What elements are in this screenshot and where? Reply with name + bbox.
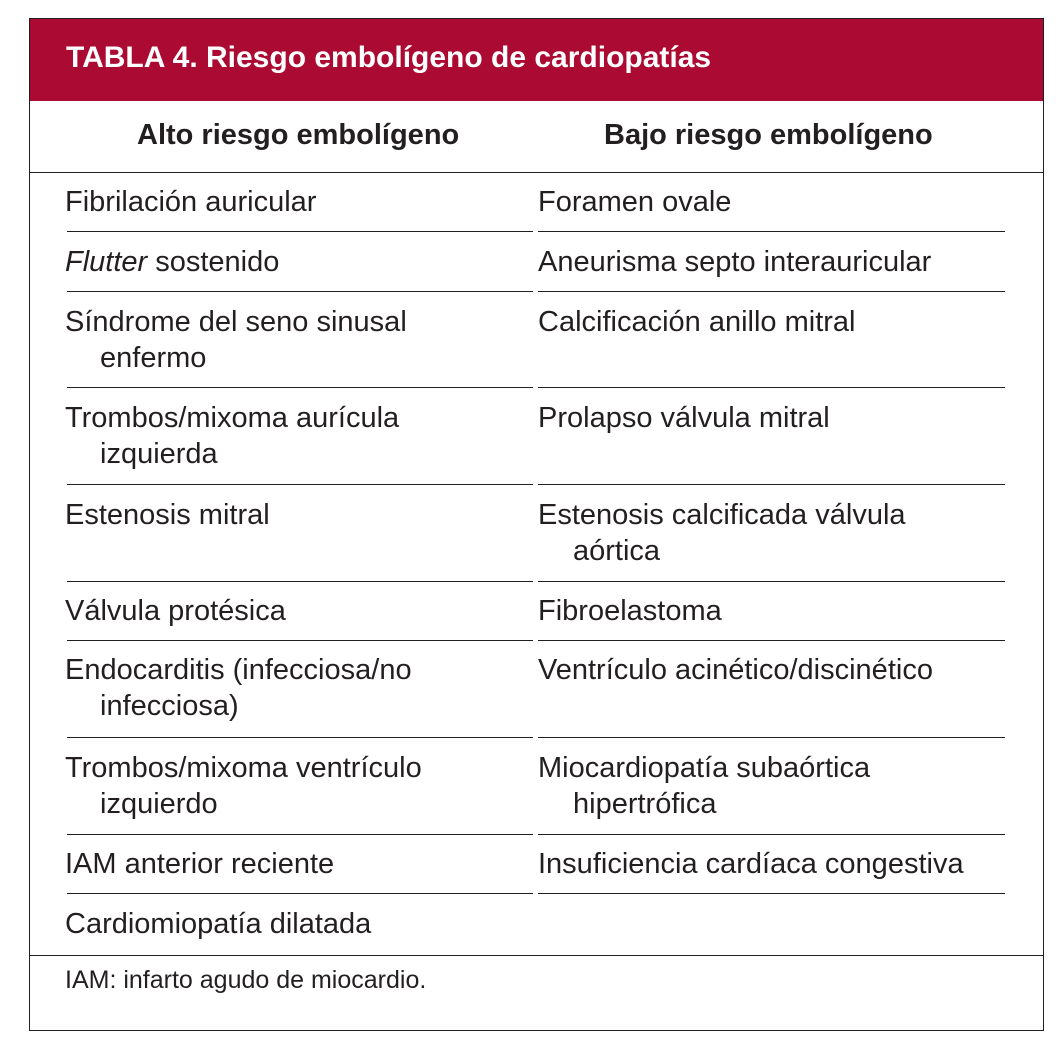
row-divider-left xyxy=(67,231,533,232)
table-title: TABLA 4. Riesgo embolígeno de cardiopatías xyxy=(66,41,712,74)
row-divider-right xyxy=(538,834,1005,835)
cell-text: Válvula protésica xyxy=(65,595,286,627)
low-risk-cell xyxy=(538,400,830,436)
cell-line xyxy=(65,593,286,629)
cell-continuation: infecciosa) xyxy=(100,690,239,722)
row-divider-left xyxy=(67,387,533,388)
table-frame xyxy=(29,18,1044,1031)
row-divider-right xyxy=(538,737,1005,738)
cell-text: Fibrilación auricular xyxy=(65,186,317,218)
low-risk-cell xyxy=(538,184,731,220)
high-risk-cell xyxy=(65,497,270,533)
high-risk-cell xyxy=(65,304,407,376)
low-risk-cell xyxy=(538,593,722,629)
row-divider-right xyxy=(538,231,1005,232)
footnote-divider xyxy=(30,955,1043,956)
cell-text: Miocardiopatía subaórtica xyxy=(538,752,871,784)
row-divider-right xyxy=(538,893,1005,894)
low-risk-cell xyxy=(538,304,856,340)
cell-line xyxy=(65,846,334,882)
cell-continuation: izquierdo xyxy=(100,788,218,820)
cell-text: Cardiomiopatía dilatada xyxy=(65,908,372,940)
row-divider-right xyxy=(538,581,1005,582)
table-title-bar xyxy=(30,19,1043,101)
row-divider-right xyxy=(538,484,1005,485)
cell-text: Ventrículo acinético/discinético xyxy=(538,654,933,686)
high-risk-cell xyxy=(65,244,279,280)
high-risk-cell xyxy=(65,652,412,724)
cell-line xyxy=(65,906,371,942)
cell-text: IAM anterior reciente xyxy=(65,848,335,880)
cell-text: Insuficiencia cardíaca congestiva xyxy=(538,848,964,880)
cell-text: Foramen ovale xyxy=(538,186,732,218)
row-divider-right xyxy=(538,640,1005,641)
high-risk-cell xyxy=(65,750,422,822)
cell-text: Estenosis mitral xyxy=(65,499,270,531)
table-header-row xyxy=(30,101,1043,173)
row-divider-left xyxy=(67,291,533,292)
cell-line xyxy=(65,750,422,786)
cell-continuation: izquierda xyxy=(100,438,218,470)
high-risk-cell xyxy=(65,593,286,629)
column-header-high-risk: Alto riesgo embolígeno xyxy=(137,119,460,151)
cell-text: Estenosis calcificada válvula xyxy=(538,499,906,531)
cell-text: Endocarditis (infecciosa/no xyxy=(65,654,412,686)
cell-text: Trombos/mixoma ventrículo xyxy=(65,752,422,784)
low-risk-cell xyxy=(538,846,964,882)
low-risk-cell xyxy=(538,244,931,280)
high-risk-cell xyxy=(65,906,371,942)
row-divider-left xyxy=(67,581,533,582)
table-footnote: IAM: infarto agudo de miocardio. xyxy=(65,966,427,994)
row-divider-left xyxy=(67,834,533,835)
row-divider-right xyxy=(538,387,1005,388)
cell-line xyxy=(65,184,316,220)
high-risk-cell xyxy=(65,846,334,882)
low-risk-cell xyxy=(538,750,870,822)
cell-continuation: hipertrófica xyxy=(573,788,717,820)
row-divider-left xyxy=(67,737,533,738)
high-risk-cell xyxy=(65,184,316,220)
cell-text: Fibroelastoma xyxy=(538,595,722,627)
cell-text: sostenido xyxy=(147,246,280,278)
row-divider-right xyxy=(538,291,1005,292)
low-risk-cell xyxy=(538,652,933,688)
cell-continuation: enfermo xyxy=(100,342,207,374)
cell-line xyxy=(65,497,270,533)
cell-text: Síndrome del seno sinusal xyxy=(65,306,407,338)
cell-line xyxy=(65,304,407,340)
cell-text: Calcificación anillo mitral xyxy=(538,306,856,338)
high-risk-cell xyxy=(65,400,399,472)
cell-line xyxy=(65,400,399,436)
cell-text: Prolapso válvula mitral xyxy=(538,402,830,434)
cell-text: Trombos/mixoma aurícula xyxy=(65,402,400,434)
italic-term: Flutter xyxy=(65,246,148,278)
cell-text: Aneurisma septo interauricular xyxy=(538,246,932,278)
cell-continuation: aórtica xyxy=(573,535,661,567)
cell-line xyxy=(65,244,279,280)
row-divider-left xyxy=(67,640,533,641)
cell-line xyxy=(65,652,412,688)
column-header-low-risk: Bajo riesgo embolígeno xyxy=(604,119,933,151)
low-risk-cell xyxy=(538,497,906,569)
row-divider-left xyxy=(67,893,533,894)
row-divider-left xyxy=(67,484,533,485)
